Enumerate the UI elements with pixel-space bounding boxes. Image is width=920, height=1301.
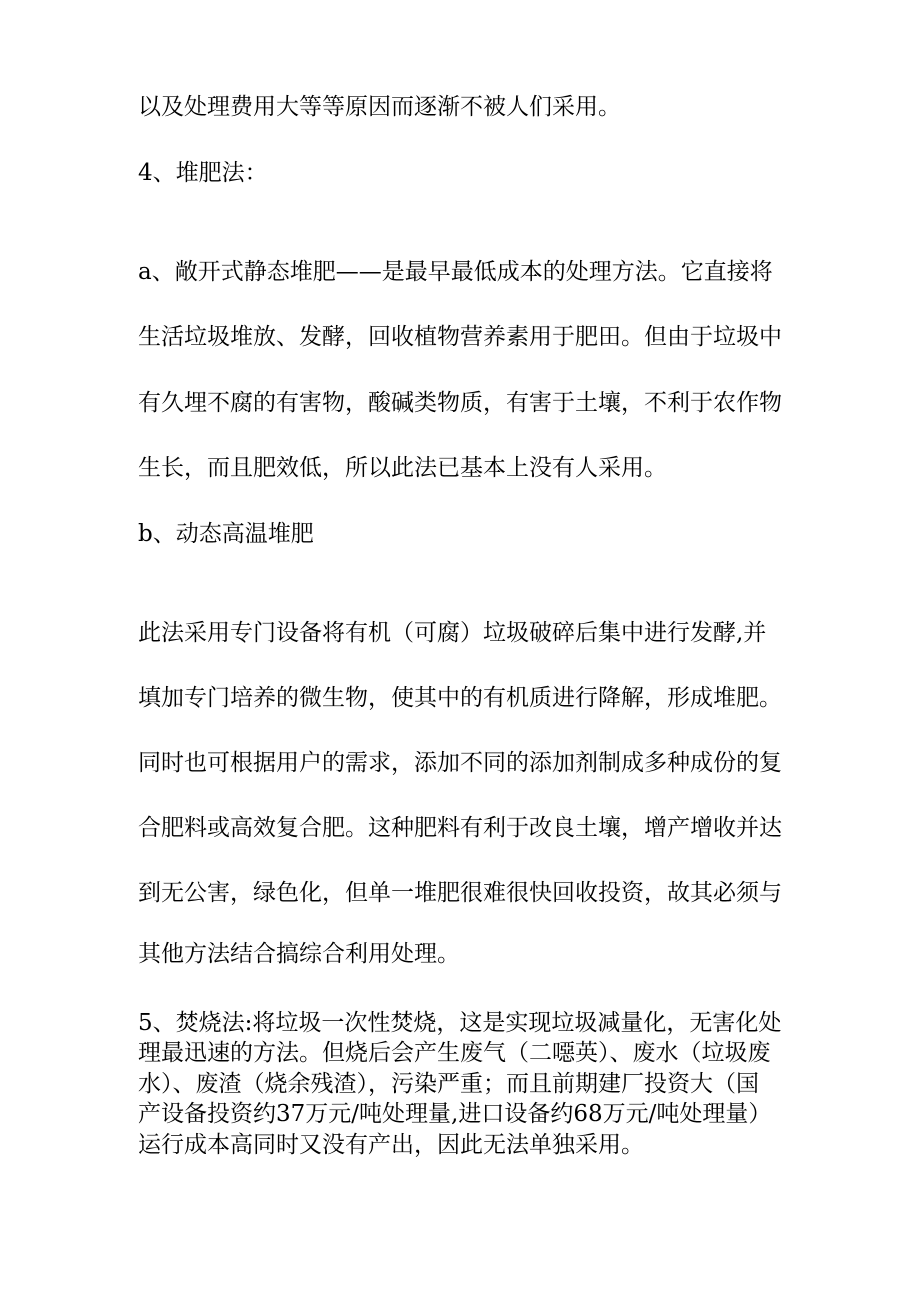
text-line: 理最迅速的方法。但烧后会产生废气（二噁英）、废水（垃圾废 [138, 1040, 771, 1066]
text-line: 以及处理费用大等等原因而逐渐不被人们采用。 [138, 94, 621, 120]
text-line: 合肥料或高效复合肥。这种肥料有利于改良土壤，增产增收并达 [138, 815, 782, 841]
section-heading-composting: 4、堆肥法： [138, 160, 268, 186]
text-line: 生活垃圾堆放、发酵，回收植物营养素用于肥田。但由于垃圾中 [138, 324, 782, 350]
text-line: 填加专门培养的微生物，使其中的有机质进行降解，形成堆肥。 [138, 685, 782, 711]
subsection-heading-dynamic-composting: b、动态高温堆肥 [138, 521, 314, 547]
text-line: a、敞开式静态堆肥——是最早最低成本的处理方法。它直接将 [138, 259, 773, 285]
text-line: 此法采用专门设备将有机（可腐）垃圾破碎后集中进行发酵,并 [138, 620, 767, 646]
text-line: 运行成本高同时又没有产出，因此无法单独采用。 [138, 1132, 644, 1158]
text-line: 产设备投资约37万元/吨处理量,进口设备约68万元/吨处理量） [138, 1101, 772, 1127]
text-line: 其他方法结合搞综合利用处理。 [138, 941, 460, 967]
section-heading-incineration: 5、焚烧法:将垃圾一次性焚烧，这是实现垃圾减量化，无害化处 [138, 1010, 782, 1036]
text-line: 有久埋不腐的有害物，酸碱类物质，有害于土壤，不利于农作物 [138, 390, 782, 416]
text-line: 到无公害，绿色化，但单一堆肥很难很快回收投资，故其必须与 [138, 880, 782, 906]
text-line: 生长，而且肥效低，所以此法已基本上没有人采用。 [138, 455, 667, 481]
text-line: 水）、废渣（烧余残渣），污染严重；而且前期建厂投资大（国 [138, 1071, 759, 1097]
text-line: 同时也可根据用户的需求，添加不同的添加剂制成多种成份的复 [138, 750, 782, 776]
